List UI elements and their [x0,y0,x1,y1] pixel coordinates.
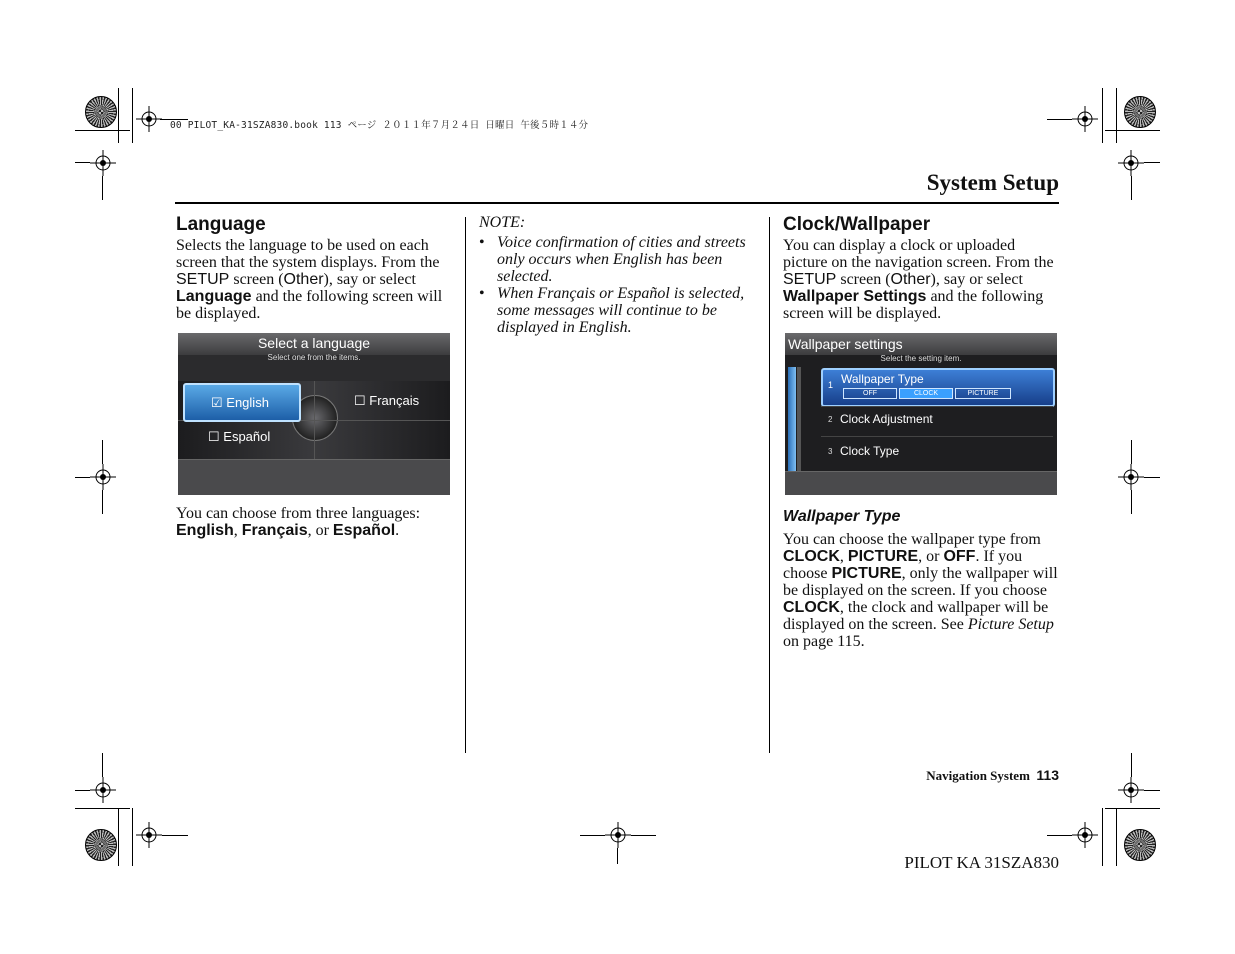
wallpaper-type-picture-button[interactable]: PICTURE [955,388,1011,399]
screen-subtitle: Select the setting item. [880,354,962,363]
registration-crosshair-icon [1118,464,1144,490]
column-divider [465,217,466,753]
wallpaper-type-heading: Wallpaper Type [783,508,901,525]
menu-item-wallpaper-type[interactable]: 1 Wallpaper Type OFF CLOCK PICTURE [821,368,1055,407]
language-heading: Language [176,214,266,235]
clock-intro: You can display a clock or uploaded picture on the navigation screen. From the SETUP screen (Other), say or select Wallpaper Settings and the following screen will be displayed. [783,237,1054,322]
language-intro: Selects the language to be used on each screen that the system displays. From the SETUP screen (Other), say or select Language and the following screen will be displayed. [176,237,443,322]
footer-nav: Navigation System 113 [926,767,1059,783]
section-title: System Setup [926,170,1059,195]
registration-crosshair-icon [136,822,162,848]
checkbox-icon: ☐ [208,429,220,444]
language-option-english[interactable]: ☑ English [183,383,301,422]
menu-item-clock-type[interactable]: 3 Clock Type [828,444,900,458]
checkbox-icon: ☐ [354,393,366,408]
wallpaper-type-off-button[interactable]: OFF [843,388,897,399]
checkbox-checked-icon: ☑ [211,395,223,410]
registration-crosshair-icon [1118,777,1144,803]
registration-crosshair-icon [1072,106,1098,132]
file-info-line: 00 PILOT_KA-31SZA830.book 113 ページ ２０１１年７月２４日 日曜日 午後５時１４分 [170,120,589,131]
registration-crosshair-icon [1072,822,1098,848]
wallpaper-type-text: You can choose the wallpaper type from CLOCK, PICTURE, or OFF. If you choose PICTURE, only the wallpaper will be displayed on the screen. If you choose CLOCK, the clock and wallpaper will be displayed on the screen. See Picture Setup on page 115. [783,531,1058,650]
picture-setup-link[interactable]: Picture Setup [967,616,1054,633]
screen-subtitle: Select one from the items. [267,353,361,362]
screen-title: Select a language [178,333,450,355]
list-item: • When Français or Español is selected, some messages will continue to be displayed in English. [479,285,745,336]
language-option-espanol[interactable]: ☐ Español [208,429,271,444]
registration-crosshair-icon [136,106,162,132]
column-divider [769,217,770,753]
doc-code: PILOT KA 31SZA830 [904,853,1059,872]
menu-item-clock-adjustment[interactable]: 2 Clock Adjustment [828,412,933,426]
registration-rosette-icon [85,96,117,128]
registration-rosette-icon [85,829,117,861]
registration-rosette-icon [1124,96,1156,128]
note-label: NOTE: [479,214,526,231]
page-number: 113 [1036,767,1059,783]
clock-heading: Clock/Wallpaper [783,214,931,235]
registration-crosshair-icon [90,150,116,176]
registration-crosshair-icon [90,777,116,803]
registration-crosshair-icon [90,464,116,490]
registration-rosette-icon [1124,829,1156,861]
wallpaper-type-clock-button[interactable]: CLOCK [899,388,953,399]
registration-crosshair-icon [605,822,631,848]
screen-title: Wallpaper settings [785,333,1057,355]
wallpaper-screen [785,333,1057,495]
language-choices: You can choose from three languages: English, Français, or Español. [176,505,421,539]
language-option-francais[interactable]: ☐ Français [354,393,420,408]
language-screen [178,333,450,495]
registration-crosshair-icon [1118,150,1144,176]
header-rule [175,202,1059,204]
note-list [479,234,754,336]
list-item: • Voice confirmation of cities and streets only occurs when English has been selected. [479,234,746,285]
